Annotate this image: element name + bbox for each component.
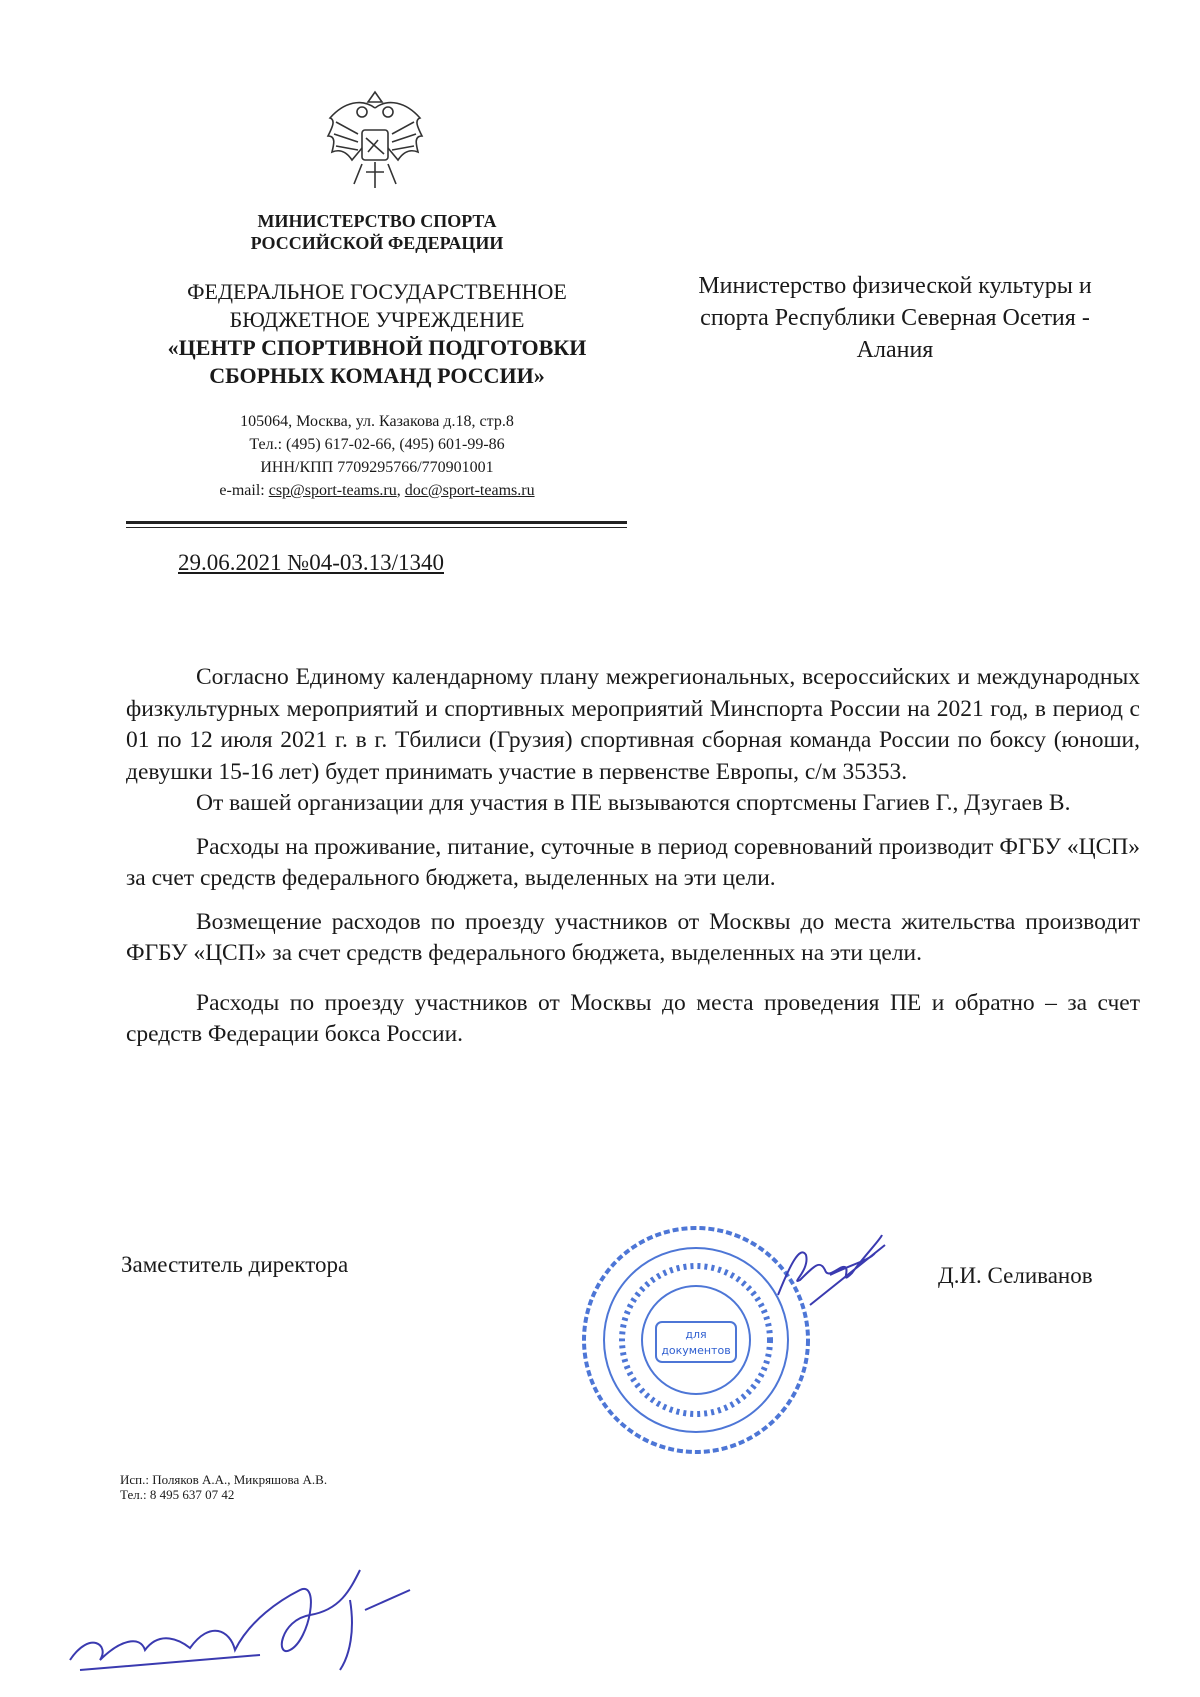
handwritten-mark: [50, 1560, 430, 1680]
ministry-line: МИНИСТЕРСТВО СПОРТА: [257, 211, 497, 231]
phone: Тел.: (495) 617-02-66, (495) 601-99-86: [249, 436, 505, 453]
org-name-line: «ЦЕНТР СПОРТИВНОЙ ПОДГОТОВКИ: [167, 335, 587, 360]
signer-name: Д.И. Селиванов: [938, 1263, 1093, 1288]
email-link[interactable]: doc@sport-teams.ru: [404, 482, 535, 499]
org-type-line: БЮДЖЕТНОЕ УЧРЕЖДЕНИЕ: [229, 307, 525, 332]
executors: Исп.: Поляков А.А., Микряшова А.В.: [120, 1472, 328, 1487]
header-divider: [126, 527, 627, 528]
date-number: 29.06.2021 №04-03.13/1340: [178, 550, 444, 575]
coat-of-arms-emblem: [322, 88, 428, 198]
executor-phone: Тел.: 8 495 637 07 42: [120, 1487, 235, 1502]
organization-name: [127, 278, 627, 390]
org-name-line: СБОРНЫХ КОМАНД РОССИИ»: [209, 363, 545, 388]
executor-info: [120, 1472, 327, 1502]
contact-block: [127, 410, 627, 502]
paragraph: Расходы на проживание, питание, суточные в период соревнований производит ФГБУ «ЦСП» за счет средств федерального бюджета, выделенных на эти цели.: [126, 833, 1140, 891]
director-signature: [770, 1225, 890, 1315]
addressee: [655, 270, 1135, 366]
email-separator: ,: [396, 482, 405, 499]
signer-position: Заместитель директора: [121, 1252, 349, 1277]
header-divider: [126, 521, 627, 524]
addressee-line: Алания: [856, 337, 934, 363]
paragraph: Возмещение расходов по проезду участников от Москвы до места жительства производит ФГБУ «ЦСП» за счет средств федерального бюджета, выделенных на эти цели.: [126, 908, 1140, 966]
inn-kpp: ИНН/КПП 7709295766/770901001: [260, 459, 494, 476]
org-type-line: ФЕДЕРАЛЬНОЕ ГОСУДАРСТВЕННОЕ: [187, 279, 567, 304]
addressee-line: спорта Республики Северная Осетия -: [700, 305, 1090, 331]
svg-text:для: для: [685, 1328, 707, 1341]
addressee-line: Министерство физической культуры и: [698, 273, 1092, 299]
svg-text:документов: документов: [661, 1344, 731, 1357]
email-link[interactable]: csp@sport-teams.ru: [268, 482, 397, 499]
ministry-name: [177, 210, 577, 254]
email-label: e-mail:: [219, 482, 269, 499]
letter-body: [126, 662, 1140, 1051]
ministry-line: РОССИЙСКОЙ ФЕДЕРАЦИИ: [250, 233, 504, 253]
paragraph: Согласно Единому календарному плану межрегиональных, всероссийских и международных физкультурных мероприятий и спортивных мероприятий Минспорта России на 2021 год, в период с 01 по 12 июля 2021 г. в г. Тбилиси (Грузия) спортивная сборная команда России по боксу (юноши, девушки 15-16 лет) будет принимать участие в первенстве Европы, с/м 35353.: [126, 664, 1140, 785]
address: 105064, Москва, ул. Казакова д.18, стр.8: [240, 413, 514, 430]
email-line: [127, 479, 627, 502]
paragraph: От вашей организации для участия в ПЕ вызываются спортсмены Гагиев Г., Дзугаев В.: [196, 790, 1071, 816]
paragraph: Расходы по проезду участников от Москвы до места проведения ПЕ и обратно – за счет средств Федерации бокса России.: [126, 989, 1140, 1047]
